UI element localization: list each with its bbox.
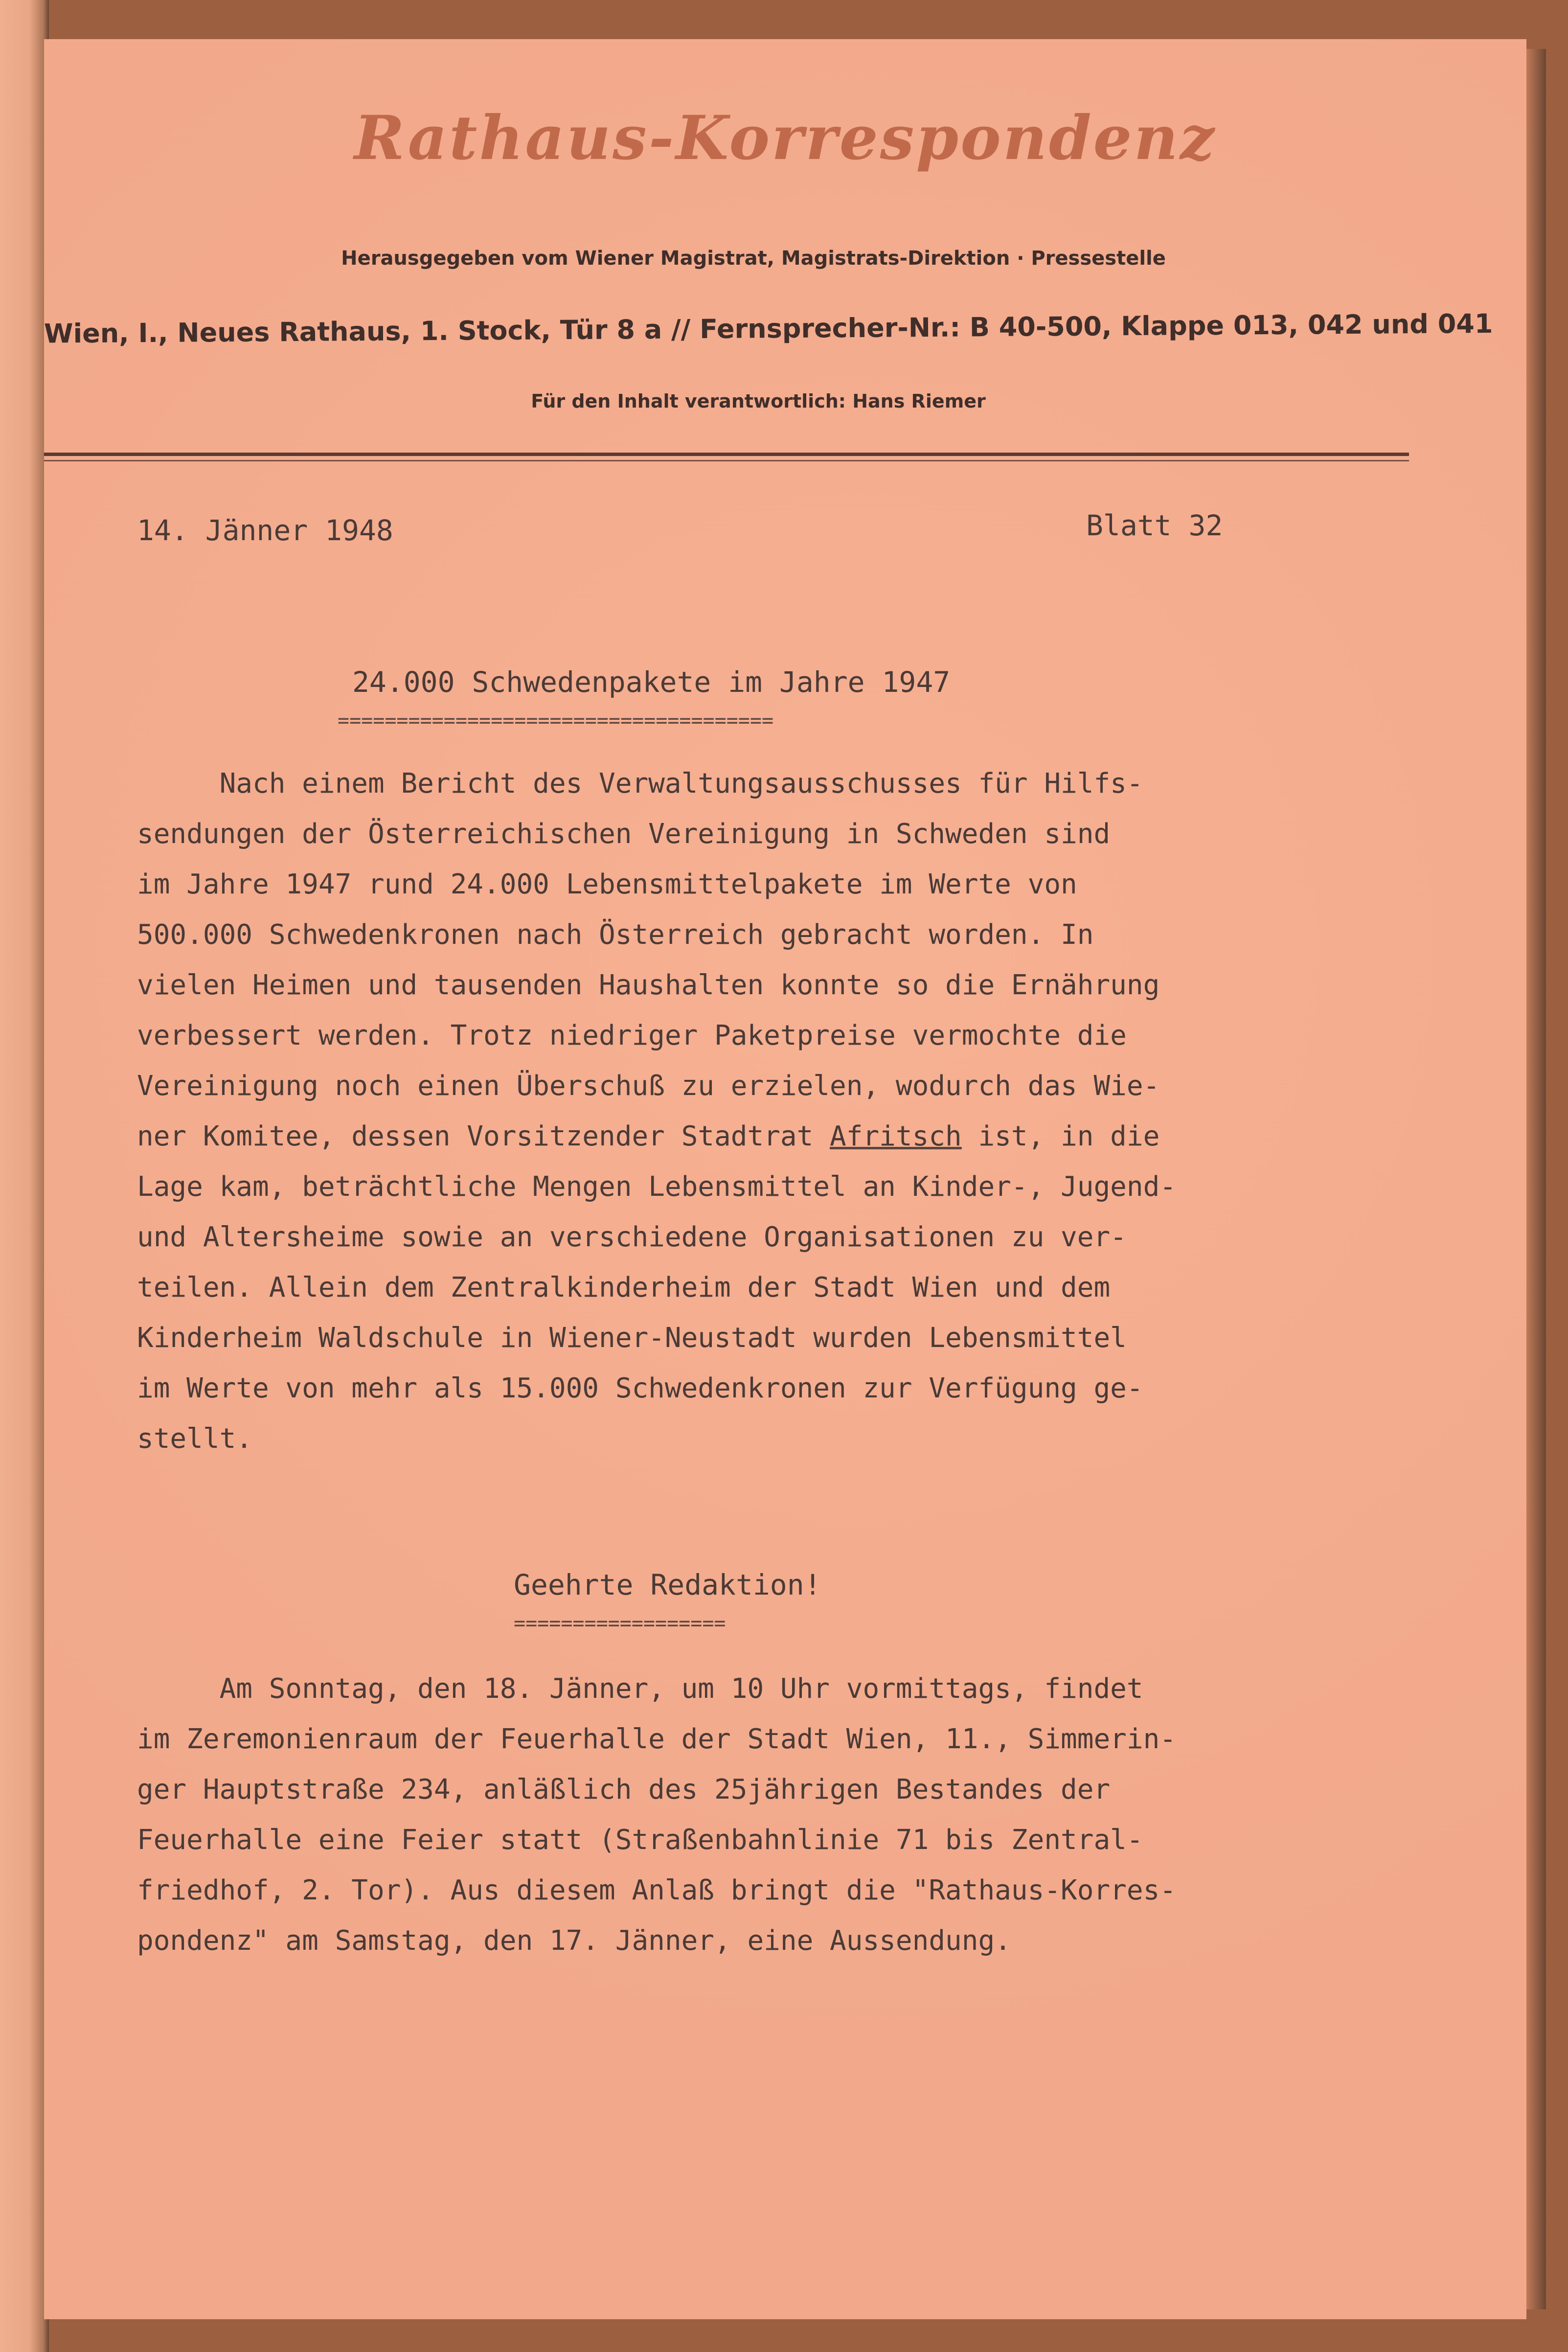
masthead-address: Wien, I., Neues Rathaus, 1. Stock, Tür 8 a // Fernsprecher-Nr.: B 40-500, Klappe 013, 042 und 041 bbox=[44, 308, 1493, 349]
masthead-rule-thin bbox=[44, 460, 1409, 461]
article1-body bbox=[137, 758, 1458, 1464]
body-line bbox=[137, 1111, 1458, 1162]
document-date: 14. Jänner 1948 bbox=[137, 514, 393, 547]
body-line: Am Sonntag, den 18. Jänner, um 10 Uhr vormittags, findet bbox=[137, 1673, 1143, 1705]
body-line: sendungen der Österreichischen Vereinigung in Schweden sind bbox=[137, 818, 1111, 850]
underlined-name: Afritsch bbox=[830, 1120, 962, 1152]
body-line: stellt. bbox=[137, 1423, 253, 1455]
body-line: vielen Heimen und tausenden Haushalten konnte so die Ernährung bbox=[137, 969, 1160, 1001]
binding-edge bbox=[0, 0, 49, 2352]
body-line: im Werte von mehr als 15.000 Schwedenkronen zur Verfügung ge- bbox=[137, 1372, 1143, 1404]
body-line-text: ner Komitee, dessen Vorsitzender Stadtrat bbox=[137, 1120, 830, 1152]
body-line: Feuerhalle eine Feier statt (Straßenbahnlinie 71 bis Zentral- bbox=[137, 1824, 1143, 1856]
body-line: verbessert werden. Trotz niedriger Paketpreise vermochte die bbox=[137, 1020, 1127, 1051]
body-line: teilen. Allein dem Zentralkinderheim der Stadt Wien und dem bbox=[137, 1272, 1111, 1303]
body-line-text: ist, in die bbox=[961, 1120, 1160, 1152]
body-line: Nach einem Bericht des Verwaltungsausschusses für Hilfs- bbox=[137, 768, 1143, 799]
masthead-responsible: Für den Inhalt verantwortlich: Hans Riemer bbox=[531, 390, 986, 412]
body-line: ger Hauptstraße 234, anläßlich des 25jährigen Bestandes der bbox=[137, 1774, 1111, 1805]
body-line: Lage kam, beträchtliche Mengen Lebensmittel an Kinder-, Jugend- bbox=[137, 1171, 1177, 1203]
body-line: pondenz" am Samstag, den 17. Jänner, eine Aussendung. bbox=[137, 1925, 1011, 1957]
masthead-rule bbox=[44, 453, 1409, 456]
body-line: im Jahre 1947 rund 24.000 Lebensmittelpakete im Werte von bbox=[137, 868, 1077, 900]
article2-heading: Geehrte Redaktion! bbox=[514, 1568, 821, 1601]
body-line: friedhof, 2. Tor). Aus diesem Anlaß bringt die "Rathaus-Korres- bbox=[137, 1874, 1177, 1906]
article2-heading-underline: ================== bbox=[514, 1612, 726, 1635]
body-line: und Altersheime sowie an verschiedene Organisationen zu ver- bbox=[137, 1221, 1127, 1253]
article2-body bbox=[137, 1664, 1458, 1966]
masthead-title: Rathaus-Korrespondenz bbox=[354, 103, 1217, 174]
page-edge bbox=[1526, 49, 1546, 2309]
sheet-number: Blatt 32 bbox=[1086, 509, 1223, 542]
document-page bbox=[44, 39, 1526, 2319]
body-line: im Zeremonienraum der Feuerhalle der Stadt Wien, 11., Simmerin- bbox=[137, 1723, 1177, 1755]
article1-heading-underline: ===================================== bbox=[338, 709, 774, 732]
body-line: Vereinigung noch einen Überschuß zu erzielen, wodurch das Wie- bbox=[137, 1070, 1160, 1102]
masthead-subtitle: Herausgegeben vom Wiener Magistrat, Magistrats-Direktion · Pressestelle bbox=[341, 247, 1166, 270]
body-line: Kinderheim Waldschule in Wiener-Neustadt wurden Lebensmittel bbox=[137, 1322, 1127, 1354]
body-line: 500.000 Schwedenkronen nach Österreich gebracht worden. In bbox=[137, 919, 1094, 951]
article1-heading: 24.000 Schwedenpakete im Jahre 1947 bbox=[352, 665, 951, 699]
